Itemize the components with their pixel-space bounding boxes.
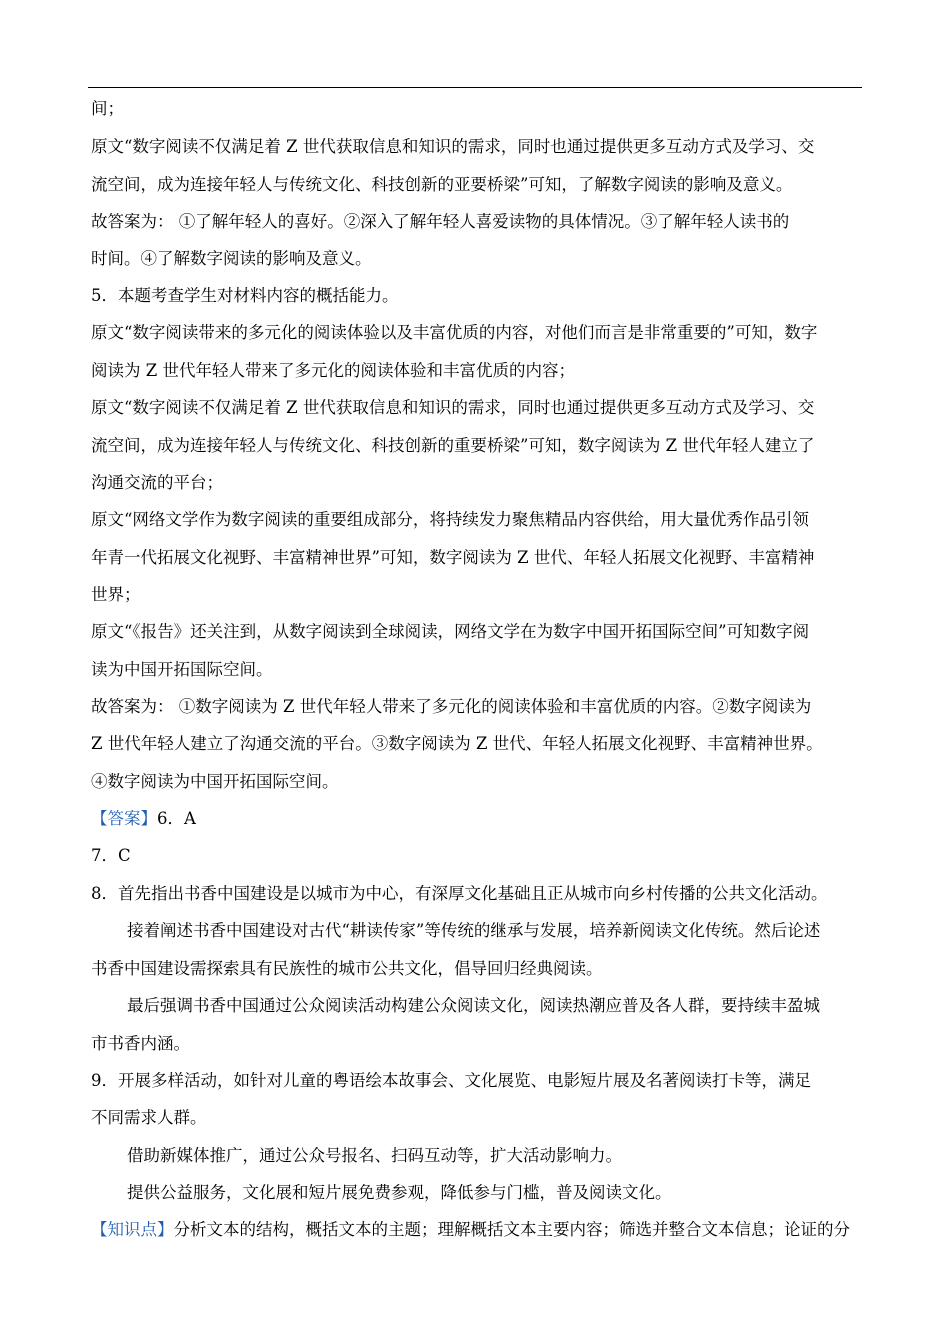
text-line: 原文“网络文学作为数字阅读的重要组成部分，将持续发力聚焦精品内容供给，用大量优秀作品引领	[91, 510, 809, 529]
text-line: 阅读为 Z 世代年轻人带来了多元化的阅读体验和丰富优质的内容；	[91, 361, 575, 380]
question-5-heading: 5．本题考查学生对材料内容的概括能力。	[91, 286, 399, 305]
text-line: 流空间，成为连接年轻人与传统文化、科技创新的重要桥梁”可知，数字阅读为 Z 世代年轻人建立了	[91, 436, 815, 455]
question-8-line: 接着阐述书香中国建设对古代“耕读传家”等传统的继承与发展，培养新阅读文化传统。然后论述	[127, 921, 821, 940]
answer-line	[91, 809, 196, 829]
question-9-line: 不同需求人群。	[91, 1108, 207, 1127]
text-line: 流空间，成为连接年轻人与传统文化、科技创新的亚要桥梁”可知，了解数字阅读的影响及意义。	[91, 175, 793, 194]
question-8-line: 8．首先指出书香中国建设是以城市为中心，有深厚文化基础且正从城市向乡村传播的公共文化活动。	[91, 884, 828, 903]
knowledge-line	[91, 1220, 850, 1240]
text-line: 年青一代拓展文化视野、丰富精神世界”可知，数字阅读为 Z 世代、年轻人拓展文化视野、丰富精神	[91, 548, 815, 567]
text-line: 时间。④了解数字阅读的影响及意义。	[91, 249, 372, 268]
answer-tag: 【答案】	[91, 809, 157, 828]
question-7-answer: 7．C	[91, 846, 131, 865]
text-line: 世界；	[91, 585, 141, 604]
text-line: 原文“数字阅读带来的多元化的阅读体验以及丰富优质的内容，对他们而言是非常重要的”可知，数字	[91, 323, 818, 342]
question-8-line: 书香中国建设需探索具有民族性的城市公共文化，倡导回归经典阅读。	[91, 959, 603, 978]
text-line: Z 世代年轻人建立了沟通交流的平台。③数字阅读为 Z 世代、年轻人拓展文化视野、丰富精神世界。	[91, 734, 823, 753]
text-line: 故答案为： ①数字阅读为 Z 世代年轻人带来了多元化的阅读体验和丰富优质的内容。②数字阅读为	[91, 697, 812, 716]
answer-text: 6．A	[157, 809, 196, 828]
text-line: 原文“数字阅读不仅满足着 Z 世代获取信息和知识的需求，同时也通过提供更多互动方式及学习、交	[91, 137, 815, 156]
text-line: 故答案为： ①了解年轻人的喜好。②深入了解年轻人喜爱读物的具体情况。③了解年轻人读书的	[91, 212, 790, 231]
text-line: 间；	[91, 99, 124, 118]
question-9-line: 借助新媒体推广，通过公众号报名、扫码互动等，扩大活动影响力。	[127, 1146, 622, 1165]
knowledge-text: 分析文本的结构，概括文本的主题；理解概括文本主要内容；筛选并整合文本信息；论证的分	[173, 1220, 850, 1239]
question-9-line: 提供公益服务，文化展和短片展免费参观，降低参与门槛，普及阅读文化。	[127, 1183, 672, 1202]
knowledge-tag: 【知识点】	[91, 1220, 174, 1239]
question-8-line: 市书香内涵。	[91, 1034, 190, 1053]
header-rule	[88, 87, 862, 88]
text-line: 读为中国开拓国际空间。	[91, 660, 273, 679]
question-8-line: 最后强调书香中国通过公众阅读活动构建公众阅读文化，阅读热潮应普及各人群，要持续丰盈城	[127, 996, 820, 1015]
text-line: 原文“《报告》还关注到，从数字阅读到全球阅读，网络文学在为数字中国开拓国际空间”可知数字阅	[91, 622, 810, 641]
question-9-line: 9．开展多样活动，如针对儿童的粤语绘本故事会、文化展览、电影短片展及名著阅读打卡等，满足	[91, 1071, 811, 1090]
text-line: 原文“数字阅读不仅满足着 Z 世代获取信息和知识的需求，同时也通过提供更多互动方式及学习、交	[91, 398, 815, 417]
text-line: 沟通交流的平台；	[91, 473, 223, 492]
text-line: ④数字阅读为中国开拓国际空间。	[91, 772, 339, 791]
